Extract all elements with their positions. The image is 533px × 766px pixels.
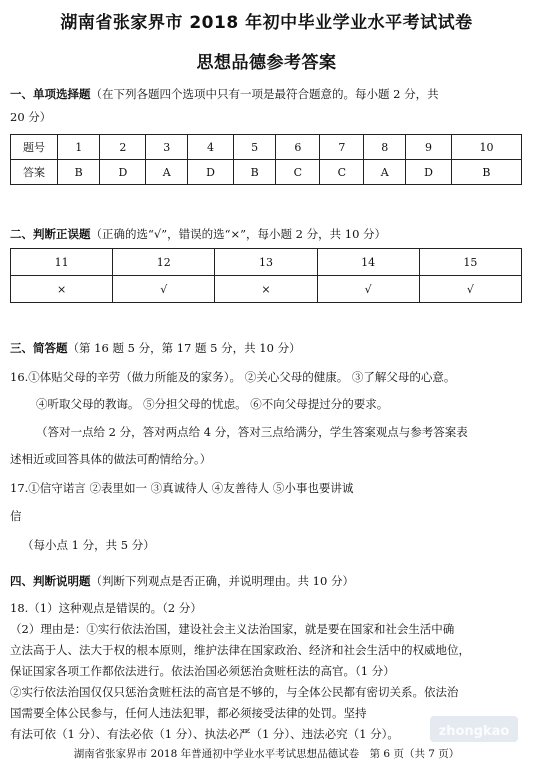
- table-cell: 6: [276, 135, 320, 160]
- q17-line-1: 17.①信守诺言 ②表里如一 ③真诚待人 ④友善待人 ⑤小事也要讲诚: [10, 481, 354, 495]
- section1-answer-table: [10, 134, 522, 185]
- section1-heading-line: [10, 86, 525, 102]
- table-cell: 7: [320, 135, 364, 160]
- table-cell: A: [146, 160, 188, 185]
- table-cell: 3: [146, 135, 188, 160]
- page-title: 湖南省张家界市 2018 年初中毕业学业水平考试试卷: [60, 13, 473, 33]
- table-cell: 10: [451, 135, 521, 160]
- section1-desc: （在下列各题四个选项中只有一项是最符合题意的。每小题 2 分，共: [90, 87, 439, 101]
- site-watermark-logo: [429, 712, 519, 746]
- table-cell: 4: [188, 135, 234, 160]
- q18-line-1: 18.（1）这种观点是错误的。（2 分）: [10, 601, 202, 615]
- row-label-number: 题号: [11, 135, 58, 160]
- table-cell: A: [364, 160, 406, 185]
- table-cell: 2: [100, 135, 146, 160]
- table-cell: B: [233, 160, 275, 185]
- section3-desc: （第 16 题 5 分，第 17 题 5 分，共 10 分）: [67, 341, 301, 355]
- section2-title: 二、判断正误题: [10, 227, 91, 241]
- q16-line-2: ④听取父母的教诲。 ⑤分担父母的忧虑。 ⑥不向父母提过分的要求。: [36, 397, 389, 411]
- section2-heading-line: [10, 226, 525, 242]
- table-cell: ×: [11, 276, 113, 303]
- section1-title: 一、单项选择题: [10, 87, 91, 101]
- table-cell: 14: [317, 249, 419, 276]
- table-cell: 11: [11, 249, 113, 276]
- table-row: [11, 276, 522, 303]
- table-cell: 1: [58, 135, 100, 160]
- section3-heading-line: [10, 340, 525, 356]
- table-row: [11, 135, 522, 160]
- page-footer: 湖南省张家界市 2018 年普通初中学业水平考试思想品德试卷 第 6 页（共 7 页）: [73, 748, 460, 760]
- table-cell: 5: [233, 135, 275, 160]
- table-cell: 12: [113, 249, 215, 276]
- table-cell: √: [419, 276, 521, 303]
- section3-title: 三、简答题: [10, 341, 68, 355]
- q16-line-4: 述相近或回答具体的做法可酌情给分。）: [10, 452, 212, 466]
- table-cell: B: [58, 160, 100, 185]
- section4-desc: （判断下列观点是否正确，并说明理由。共 10 分）: [90, 574, 354, 588]
- table-cell: √: [317, 276, 419, 303]
- table-cell: C: [320, 160, 364, 185]
- q17-scoring-note: （每小点 1 分，共 5 分）: [22, 538, 155, 552]
- table-row: [11, 249, 522, 276]
- section2-answer-table: [10, 248, 522, 303]
- q18-line-7: 有法可依（1 分）、有法必依（1 分）、执法必严（1 分）、违法必究（1 分）。: [10, 727, 399, 741]
- svg-text:zhongkao: zhongkao: [438, 724, 510, 739]
- table-cell: B: [451, 160, 521, 185]
- table-cell: √: [113, 276, 215, 303]
- q18-line-3: 立法高于人、法大于权的根本原则，维护法律在国家政治、经济和社会生活中的权威地位，: [10, 643, 470, 657]
- section2-desc: （正确的选“√”，错误的选“×”，每小题 2 分，共 10 分）: [90, 227, 387, 241]
- section4-title: 四、判断说明题: [10, 574, 91, 588]
- q18-line-6: 国需要全体公民参与，任何人违法犯罪，都必须接受法律的处罚。坚持: [10, 706, 367, 720]
- q17-line-2: 信: [10, 509, 22, 523]
- table-cell: D: [100, 160, 146, 185]
- table-cell: 8: [364, 135, 406, 160]
- q16-line-3: （答对一点给 2 分，答对两点给 4 分，答对三点给满分，学生答案观点与参考答案表: [36, 425, 468, 439]
- table-row: [11, 160, 522, 185]
- q18-line-2: （2）理由是：①实行依法治国，建设社会主义法治国家，就是要在国家和社会生活中确: [10, 622, 455, 636]
- page-subtitle: 思想品德参考答案: [196, 53, 337, 73]
- section4-heading-line: [10, 573, 525, 589]
- q18-line-4: 保证国家各项工作都依法进行。依法治国必须惩治贪赃枉法的高官。（1 分）: [10, 664, 395, 678]
- table-cell: ×: [215, 276, 317, 303]
- q16-line-1: 16.①体贴父母的辛劳（做力所能及的家务）。 ②关心父母的健康。 ③了解父母的心意。: [10, 370, 456, 384]
- table-cell: 13: [215, 249, 317, 276]
- q18-line-5: ②实行依法治国仅仅只惩治贪赃枉法的高官是不够的，与全体公民都有密切关系。依法治: [10, 685, 459, 699]
- table-cell: C: [276, 160, 320, 185]
- table-cell: D: [406, 160, 452, 185]
- table-cell: 15: [419, 249, 521, 276]
- row-label-answer: 答案: [11, 160, 58, 185]
- table-cell: 9: [406, 135, 452, 160]
- table-cell: D: [188, 160, 234, 185]
- section1-desc-cont: 20 分）: [10, 110, 52, 124]
